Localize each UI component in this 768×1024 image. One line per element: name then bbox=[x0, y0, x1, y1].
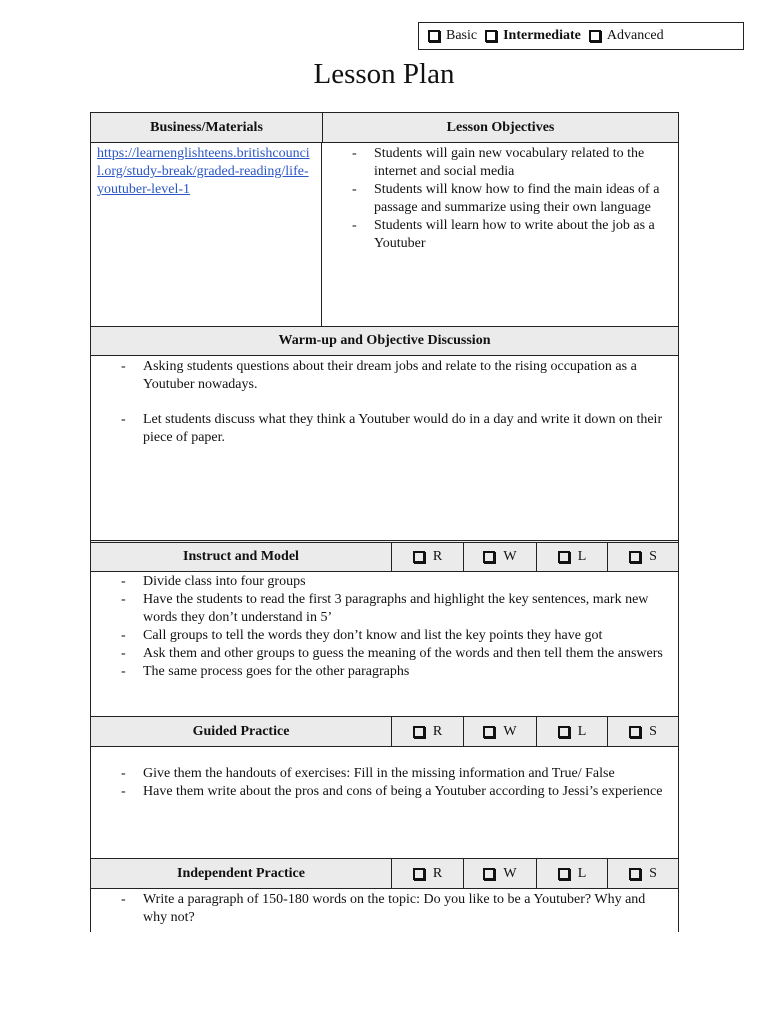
checkbox-icon bbox=[483, 726, 495, 738]
checkbox-icon bbox=[558, 551, 570, 563]
checkbox-icon bbox=[558, 868, 570, 880]
guided-list bbox=[91, 765, 678, 801]
skill-w[interactable]: W bbox=[463, 859, 536, 888]
checkbox-icon bbox=[413, 551, 425, 563]
skill-r[interactable]: R bbox=[391, 543, 463, 571]
level-option-intermediate[interactable]: Intermediate bbox=[485, 28, 581, 44]
guided-title: Guided Practice bbox=[192, 723, 290, 739]
instruct-header bbox=[91, 540, 678, 572]
list-item: - Give them the handouts of exercises: Fill in the missing information and True/ False bbox=[91, 765, 678, 783]
checkbox-icon bbox=[629, 726, 641, 738]
checkbox-icon bbox=[483, 868, 495, 880]
list-item: - Have them write about the pros and cons of being a Youtuber according to Jessi’s experience bbox=[91, 783, 678, 801]
list-item: - Asking students questions about their dream jobs and relate to the rising occupation as a Youtuber nowadays. bbox=[91, 358, 678, 394]
instruct-body bbox=[91, 572, 678, 716]
warmup-header bbox=[91, 326, 678, 356]
checkbox-icon bbox=[558, 726, 570, 738]
list-item: - The same process goes for the other paragraphs bbox=[91, 663, 678, 681]
level-option-basic[interactable]: Basic bbox=[428, 28, 477, 44]
list-item: - Have the students to read the first 3 paragraphs and highlight the key sentences, mark new words they don’t understand in 5’ bbox=[91, 591, 678, 627]
checkbox-icon bbox=[629, 868, 641, 880]
skill-w[interactable]: W bbox=[463, 717, 536, 746]
lesson-plan-table bbox=[90, 112, 679, 932]
materials-objectives-header bbox=[91, 112, 678, 143]
list-item: - Let students discuss what they think a Youtuber would do in a day and write it down on their piece of paper. bbox=[91, 411, 678, 447]
level-option-advanced[interactable]: Advanced bbox=[589, 28, 664, 44]
checkbox-icon bbox=[483, 551, 495, 563]
list-item: - Students will learn how to write about the job as a Youtuber bbox=[322, 217, 678, 253]
checkbox-icon bbox=[485, 30, 497, 42]
level-selector bbox=[418, 22, 744, 50]
checkbox-icon bbox=[413, 868, 425, 880]
list-item: - Write a paragraph of 150-180 words on the topic: Do you like to be a Youtuber? Why and why not? bbox=[91, 891, 678, 927]
checkbox-icon bbox=[413, 726, 425, 738]
materials-cell bbox=[91, 143, 322, 326]
independent-header bbox=[91, 858, 678, 889]
skill-r[interactable]: R bbox=[391, 717, 463, 746]
list-item: - Students will know how to find the main ideas of a passage and summarize using their own language bbox=[322, 181, 678, 217]
skill-w[interactable]: W bbox=[463, 543, 536, 571]
guided-header bbox=[91, 716, 678, 747]
skill-r[interactable]: R bbox=[391, 859, 463, 888]
skill-s[interactable]: S bbox=[607, 543, 678, 571]
checkbox-icon bbox=[629, 551, 641, 563]
independent-body bbox=[91, 889, 678, 932]
instruct-title: Instruct and Model bbox=[183, 549, 299, 564]
guided-body bbox=[91, 747, 678, 858]
checkbox-icon bbox=[428, 30, 440, 42]
instruct-list bbox=[91, 573, 678, 681]
independent-list bbox=[91, 891, 678, 927]
page-title: Lesson Plan bbox=[313, 58, 455, 90]
skill-l[interactable]: L bbox=[536, 717, 607, 746]
skill-s[interactable]: S bbox=[607, 859, 678, 888]
list-item: - Students will gain new vocabulary related to the internet and social media bbox=[322, 145, 678, 181]
list-item: - Ask them and other groups to guess the meaning of the words and then tell them the answers bbox=[91, 645, 678, 663]
skill-l[interactable]: L bbox=[536, 859, 607, 888]
warmup-list bbox=[91, 358, 678, 447]
warmup-body bbox=[91, 356, 678, 539]
independent-title: Independent Practice bbox=[177, 865, 305, 881]
list-item: - Call groups to tell the words they don’t know and list the key points they have got bbox=[91, 627, 678, 645]
checkbox-icon bbox=[589, 30, 601, 42]
skill-l[interactable]: L bbox=[536, 543, 607, 571]
objectives-header: Lesson Objectives bbox=[322, 113, 678, 142]
materials-link[interactable]: https://learnenglishteens.britishcouncil.org/study-break/graded-reading/life-youtuber-level-1 bbox=[97, 146, 310, 197]
objectives-list bbox=[322, 145, 678, 253]
list-item: - Divide class into four groups bbox=[91, 573, 678, 591]
objectives-cell bbox=[322, 143, 678, 326]
skill-s[interactable]: S bbox=[607, 717, 678, 746]
materials-header: Business/Materials bbox=[150, 119, 263, 135]
warmup-title: Warm-up and Objective Discussion bbox=[278, 333, 491, 348]
materials-objectives-body bbox=[91, 143, 678, 326]
